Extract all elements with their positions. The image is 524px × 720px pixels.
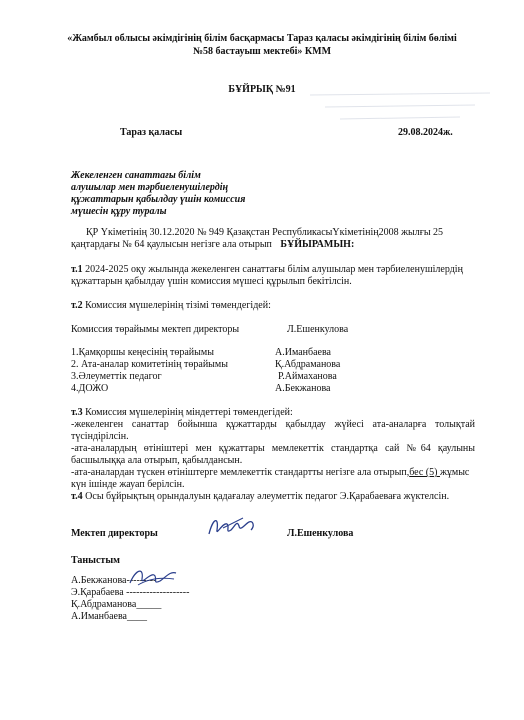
point-1-line-2: құжаттарын қабылдау үшін комиссия мүшесі құрылып бекітілсін. bbox=[71, 276, 352, 287]
commission-chair-role: Комиссия төрайымы мектеп директоры bbox=[71, 324, 240, 335]
point-text: Комиссия мүшелерінің міндеттері төмендегідей: bbox=[82, 407, 293, 418]
subject-line: құжаттарын қабылдау үшін комиссия bbox=[71, 194, 246, 205]
preamble-line-1: ҚР Үкіметінің 30.12.2020 № 949 Қазақстан РеспубликасыҮкіметінің2008 жылғы 25 bbox=[86, 227, 444, 238]
point-text: Комиссия мүшелерінің тізімі төмендегідей: bbox=[82, 300, 271, 311]
acquainted-heading: Таныстым bbox=[71, 555, 120, 566]
director-role: Мектеп директоры bbox=[71, 528, 158, 539]
director-signature bbox=[203, 512, 263, 542]
point-number: т.3 bbox=[71, 407, 83, 418]
point-4 bbox=[71, 491, 449, 503]
point-3-heading bbox=[71, 407, 293, 419]
acquaintance-signature bbox=[126, 565, 186, 591]
duty-3 bbox=[71, 467, 475, 491]
duty-2: -ата-аналардың өтініштері мен құжаттары мемлекеттік стандартқа сай №64 қаулыны басшылыққа ала отырып, қабылдансын. bbox=[71, 443, 475, 466]
member-name: А.Бекжанова bbox=[275, 383, 331, 394]
subject-line: Жекеленген санаттағы білім bbox=[71, 170, 201, 181]
subject-line: мүшесін құру туралы bbox=[71, 206, 167, 217]
member-name: Р.Аймаханова bbox=[278, 371, 337, 382]
point-text: 2024-2025 оқу жылында жекеленген санаттағы білім алушылар мен тәрбиеленушілердің bbox=[82, 264, 463, 275]
member-role: 3.Әлеуметтік педагог bbox=[71, 371, 162, 382]
organization-name-line-2: №58 бастауыш мектебі» КММ bbox=[192, 46, 332, 57]
preamble-text: қаңтардағы № 64 қаулысын негізге ала отырып bbox=[71, 239, 272, 250]
order-subject bbox=[71, 170, 245, 218]
member-role: 1.Қамқоршы кеңесінің төрайымы bbox=[71, 347, 214, 358]
order-date: 29.08.2024ж. bbox=[398, 127, 453, 138]
subject-line: алушылар мен тәрбиеленушілердің bbox=[71, 182, 229, 193]
duty-3-deadline: бес (5) bbox=[409, 467, 440, 478]
member-role: 4.ДОЖО bbox=[71, 383, 109, 394]
point-number: т.4 bbox=[71, 491, 83, 502]
point-1-line-1 bbox=[71, 264, 463, 276]
order-title: БҰЙРЫҚ №91 bbox=[228, 84, 296, 95]
point-number: т.1 bbox=[71, 264, 83, 275]
point-number: т.2 bbox=[71, 300, 83, 311]
point-text: Осы бұйрықтың орындалуын қадағалау әлеуметтік педагог Э.Қарабаеваға жүктелсін. bbox=[82, 491, 450, 502]
order-city: Тараз қаласы bbox=[120, 127, 183, 138]
duty-3-text-end: жұмыс күн ішінде жауап берілсін. bbox=[71, 467, 470, 490]
director-name: Л.Ешенкулова bbox=[287, 528, 354, 539]
commission-chair-name: Л.Ешенкулова bbox=[287, 324, 349, 335]
order-command: БҰЙЫРАМЫН: bbox=[280, 239, 355, 250]
preamble-line-2 bbox=[71, 239, 354, 251]
duty-3-text: -ата-аналардан түскен өтініштерге мемлекеттік стандартты негізге ала отырып, bbox=[71, 467, 410, 478]
acquainted-person: А.Иманбаева____ bbox=[71, 611, 147, 622]
member-role: 2. Ата-аналар комитетінің төрайымы bbox=[71, 359, 228, 370]
acquainted-person: А.Бекжанова--------- bbox=[71, 575, 157, 586]
acquainted-person: Э.Қарабаева ------------------- bbox=[71, 587, 190, 598]
member-name: А.Иманбаева bbox=[275, 347, 331, 358]
organization-name-line-1: «Жамбыл облысы әкімдігінің білім басқармасы Тараз қаласы әкімдігінің білім бөлімі bbox=[67, 33, 457, 44]
acquainted-person: Қ.Абдраманова_____ bbox=[71, 599, 162, 610]
point-2-heading bbox=[71, 300, 271, 312]
duty-1: -жекеленген санаттар бойынша құжаттарды қабылдау жүйесі ата-аналарға толықтай түсіндірілсін. bbox=[71, 419, 475, 442]
member-name: Қ.Абдраманова bbox=[275, 359, 341, 370]
